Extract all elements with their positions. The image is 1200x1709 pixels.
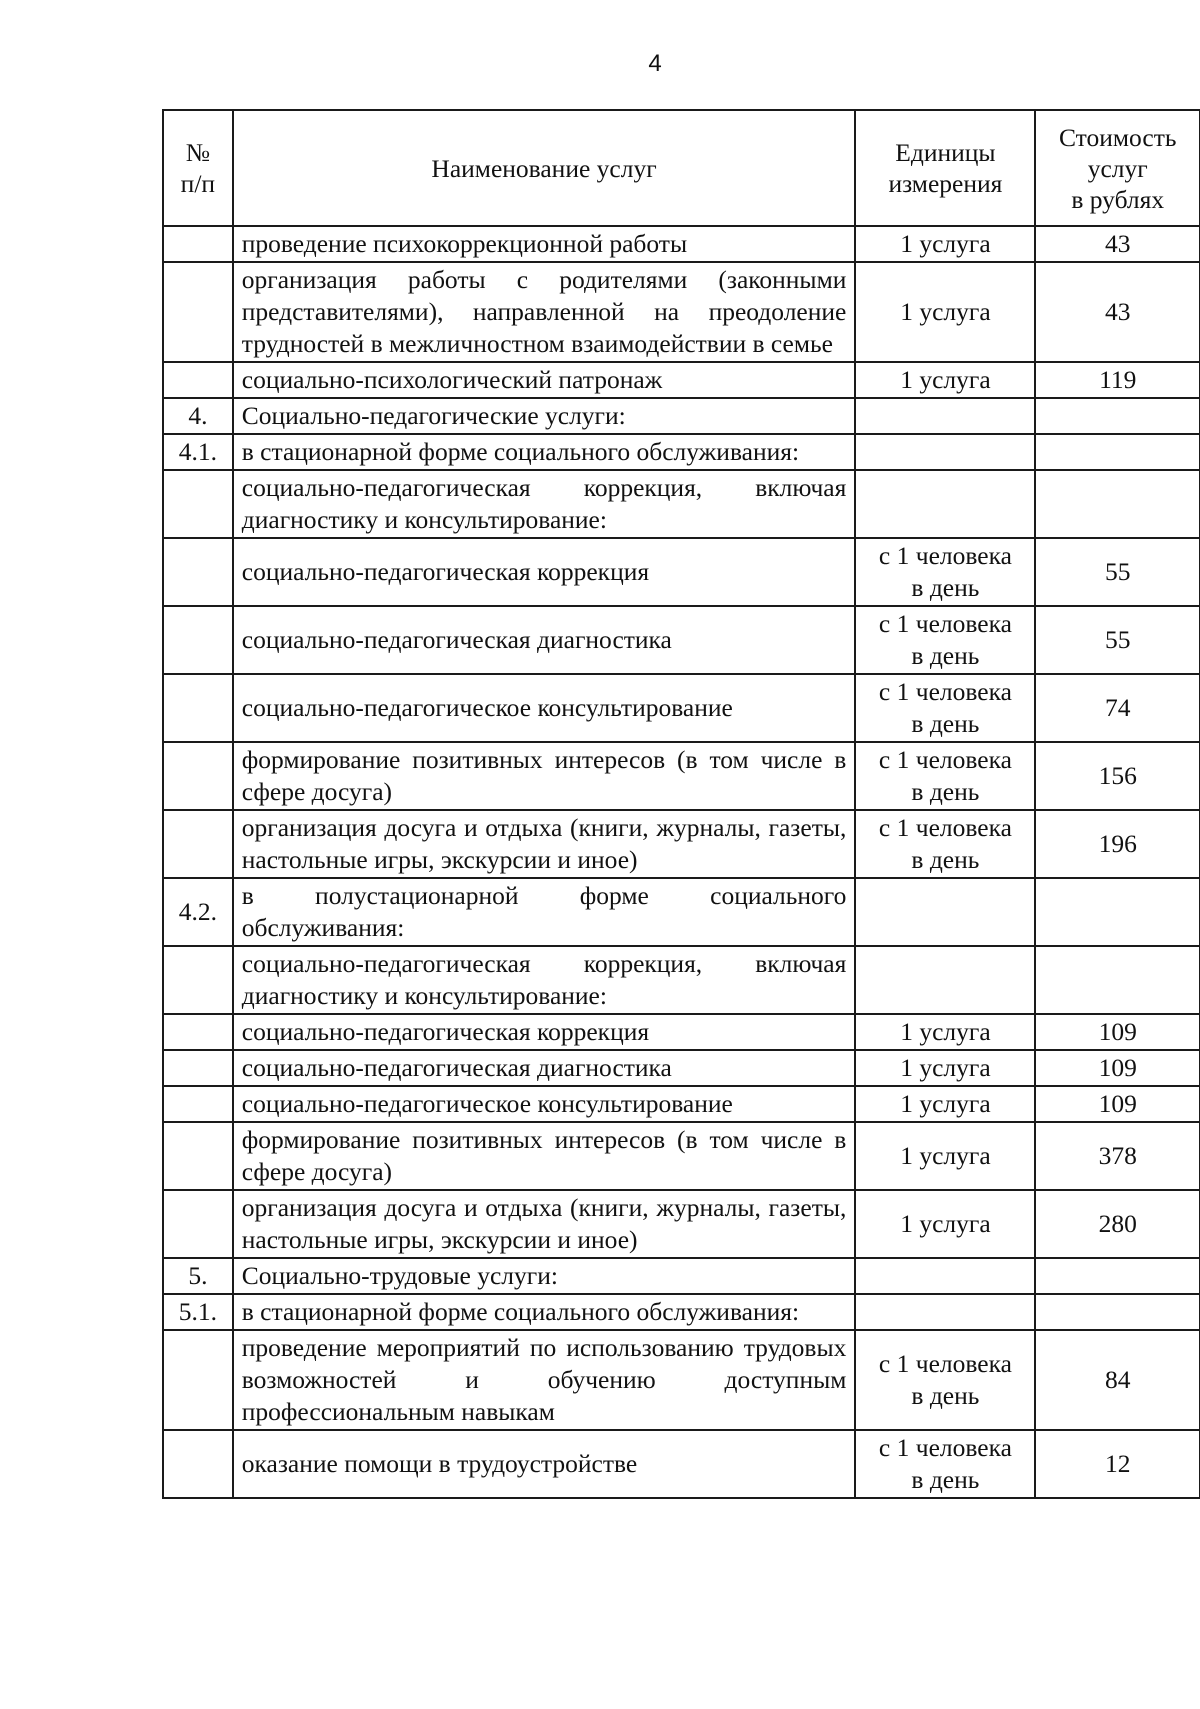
service-name-cell xyxy=(233,1122,856,1190)
service-name-cell-text: формирование позитивных интересов (в том числе в сфере досуга) xyxy=(241,745,847,806)
unit-cell xyxy=(855,742,1035,810)
service-name-cell-text: социально-психологический патронаж xyxy=(241,365,663,394)
service-name-cell-text: социально-педагогическая диагностика xyxy=(241,625,672,654)
table-row xyxy=(163,538,1200,606)
unit-cell xyxy=(855,538,1035,606)
row-number-cell xyxy=(163,262,233,362)
service-name-cell-text: оказание помощи в трудоустройстве xyxy=(241,1449,638,1478)
cost-cell xyxy=(1035,1330,1200,1430)
service-name-cell xyxy=(233,1014,856,1050)
unit-cell-text: 1 услуга xyxy=(900,365,991,394)
unit-cell xyxy=(855,434,1035,470)
header-service-name-text: Наименование услуг xyxy=(431,153,657,183)
cost-cell xyxy=(1035,1014,1200,1050)
table-row xyxy=(163,1190,1200,1258)
row-number-cell-text: 4. xyxy=(188,401,208,430)
table-row xyxy=(163,946,1200,1014)
service-name-cell xyxy=(233,1330,856,1430)
unit-cell xyxy=(855,674,1035,742)
row-number-cell xyxy=(163,606,233,674)
cost-cell xyxy=(1035,538,1200,606)
row-number-cell xyxy=(163,434,233,470)
row-number-cell xyxy=(163,362,233,398)
table-row xyxy=(163,434,1200,470)
unit-cell xyxy=(855,606,1035,674)
service-name-cell-text: социально-педагогическая коррекция, включая диагностику и консультирование: xyxy=(241,949,847,1010)
unit-cell xyxy=(855,470,1035,538)
table-row xyxy=(163,742,1200,810)
cost-cell xyxy=(1035,1430,1200,1498)
cost-cell xyxy=(1035,362,1200,398)
unit-cell-text: 1 услуга xyxy=(900,1209,991,1238)
cost-cell-text: 119 xyxy=(1099,365,1137,394)
cost-cell-text: 280 xyxy=(1098,1209,1137,1238)
row-number-cell-text: 4.1. xyxy=(178,437,217,466)
service-name-cell xyxy=(233,1190,856,1258)
cost-cell-text: 109 xyxy=(1098,1089,1137,1118)
service-name-cell-text: социально-педагогическое консультирование xyxy=(241,1089,733,1118)
unit-cell-text: 1 услуга xyxy=(900,1017,991,1046)
row-number-cell-text: 5.1. xyxy=(178,1297,217,1326)
cost-cell-text: 109 xyxy=(1098,1053,1137,1082)
cost-cell xyxy=(1035,398,1200,434)
unit-cell xyxy=(855,1014,1035,1050)
row-number-cell xyxy=(163,1190,233,1258)
cost-cell xyxy=(1035,226,1200,262)
table-row xyxy=(163,362,1200,398)
service-name-cell xyxy=(233,1258,856,1294)
service-name-cell xyxy=(233,878,856,946)
table-row xyxy=(163,1430,1200,1498)
row-number-cell xyxy=(163,1330,233,1430)
row-number-cell xyxy=(163,538,233,606)
service-name-cell xyxy=(233,742,856,810)
unit-cell xyxy=(855,398,1035,434)
service-name-cell-text: организация работы с родителями (законными представителями), направленной на преодоление трудностей в межличностном взаимодействии в семье xyxy=(241,265,847,358)
service-name-cell-text: социально-педагогическая коррекция xyxy=(241,557,650,586)
service-name-cell-text: проведение психокоррекционной работы xyxy=(241,229,688,258)
unit-cell-text: с 1 человека в день xyxy=(878,1433,1012,1494)
unit-cell xyxy=(855,810,1035,878)
cost-cell-text: 196 xyxy=(1098,829,1137,858)
cost-cell xyxy=(1035,1294,1200,1330)
service-name-cell xyxy=(233,1294,856,1330)
service-name-cell-text: проведение мероприятий по использованию трудовых возможностей и обучению доступным профессиональным навыкам xyxy=(241,1333,847,1426)
unit-cell-text: с 1 человека в день xyxy=(878,1349,1012,1410)
table-row xyxy=(163,674,1200,742)
cost-cell xyxy=(1035,434,1200,470)
service-name-cell xyxy=(233,810,856,878)
services-price-table xyxy=(162,109,1200,1499)
table-body xyxy=(163,226,1200,1498)
cost-cell xyxy=(1035,470,1200,538)
row-number-cell xyxy=(163,1014,233,1050)
table-row xyxy=(163,262,1200,362)
service-name-cell xyxy=(233,226,856,262)
table-row xyxy=(163,1050,1200,1086)
cost-cell-text: 55 xyxy=(1104,557,1131,586)
row-number-cell xyxy=(163,1086,233,1122)
row-number-cell xyxy=(163,810,233,878)
cost-cell-text: 12 xyxy=(1104,1449,1131,1478)
table-row xyxy=(163,1330,1200,1430)
service-name-cell-text: в полустационарной форме социального обслуживания: xyxy=(241,881,847,942)
unit-cell-text: 1 услуга xyxy=(900,229,991,258)
cost-cell-text: 84 xyxy=(1104,1365,1131,1394)
row-number-cell xyxy=(163,470,233,538)
row-number-cell xyxy=(163,1294,233,1330)
unit-cell-text: с 1 человека в день xyxy=(878,745,1012,806)
table-row xyxy=(163,810,1200,878)
cost-cell xyxy=(1035,742,1200,810)
cost-cell-text: 43 xyxy=(1104,297,1131,326)
header-cost-text: Стоимость услуг в рублях xyxy=(1058,122,1177,214)
header-cost xyxy=(1035,110,1200,226)
service-name-cell xyxy=(233,674,856,742)
row-number-cell xyxy=(163,226,233,262)
service-name-cell xyxy=(233,538,856,606)
cost-cell-text: 43 xyxy=(1104,229,1131,258)
unit-cell xyxy=(855,1086,1035,1122)
row-number-cell-text: 4.2. xyxy=(178,897,217,926)
header-unit-text: Единицы измерения xyxy=(888,138,1003,198)
unit-cell xyxy=(855,878,1035,946)
table-header-row xyxy=(163,110,1200,226)
table-row xyxy=(163,1014,1200,1050)
row-number-cell xyxy=(163,1050,233,1086)
row-number-cell-text: 5. xyxy=(188,1261,208,1290)
row-number-cell xyxy=(163,1258,233,1294)
cost-cell-text: 378 xyxy=(1098,1141,1137,1170)
service-name-cell-text: организация досуга и отдыха (книги, журналы, газеты, настольные игры, экскурсии и иное) xyxy=(241,1193,847,1254)
unit-cell xyxy=(855,1258,1035,1294)
unit-cell xyxy=(855,362,1035,398)
page-number: 4 xyxy=(648,50,662,77)
service-name-cell xyxy=(233,262,856,362)
table-row xyxy=(163,1258,1200,1294)
unit-cell xyxy=(855,1430,1035,1498)
table-row xyxy=(163,470,1200,538)
header-number-text: № п/п xyxy=(180,138,216,198)
table-row xyxy=(163,1294,1200,1330)
table-row xyxy=(163,1086,1200,1122)
unit-cell xyxy=(855,1330,1035,1430)
unit-cell-text: 1 услуга xyxy=(900,1141,991,1170)
cost-cell xyxy=(1035,1086,1200,1122)
service-name-cell xyxy=(233,398,856,434)
cost-cell xyxy=(1035,810,1200,878)
service-name-cell-text: социально-педагогическая коррекция, включая диагностику и консультирование: xyxy=(241,473,847,534)
unit-cell xyxy=(855,262,1035,362)
unit-cell xyxy=(855,1294,1035,1330)
unit-cell-text: с 1 человека в день xyxy=(878,609,1012,670)
unit-cell xyxy=(855,946,1035,1014)
table-row xyxy=(163,1122,1200,1190)
unit-cell xyxy=(855,1190,1035,1258)
service-name-cell-text: социально-педагогическая коррекция xyxy=(241,1017,650,1046)
service-name-cell-text: организация досуга и отдыха (книги, журналы, газеты, настольные игры, экскурсии и иное) xyxy=(241,813,847,874)
cost-cell xyxy=(1035,1258,1200,1294)
cost-cell xyxy=(1035,878,1200,946)
cost-cell-text: 109 xyxy=(1098,1017,1137,1046)
service-name-cell xyxy=(233,1050,856,1086)
cost-cell-text: 156 xyxy=(1098,761,1137,790)
table-row xyxy=(163,398,1200,434)
table-row xyxy=(163,606,1200,674)
service-name-cell xyxy=(233,470,856,538)
table-row xyxy=(163,878,1200,946)
unit-cell xyxy=(855,1122,1035,1190)
unit-cell xyxy=(855,1050,1035,1086)
header-number xyxy=(163,110,233,226)
row-number-cell xyxy=(163,1122,233,1190)
row-number-cell xyxy=(163,946,233,1014)
row-number-cell xyxy=(163,878,233,946)
row-number-cell xyxy=(163,398,233,434)
cost-cell xyxy=(1035,1190,1200,1258)
unit-cell-text: 1 услуга xyxy=(900,1089,991,1118)
table-row xyxy=(163,226,1200,262)
service-name-cell-text: социально-педагогическая диагностика xyxy=(241,1053,672,1082)
header-service-name xyxy=(233,110,856,226)
row-number-cell xyxy=(163,1430,233,1498)
unit-cell-text: с 1 человека в день xyxy=(878,677,1012,738)
cost-cell xyxy=(1035,946,1200,1014)
cost-cell-text: 55 xyxy=(1104,625,1131,654)
service-name-cell-text: формирование позитивных интересов (в том числе в сфере досуга) xyxy=(241,1125,847,1186)
unit-cell-text: с 1 человека в день xyxy=(878,813,1012,874)
cost-cell xyxy=(1035,262,1200,362)
service-name-cell xyxy=(233,1086,856,1122)
cost-cell xyxy=(1035,1050,1200,1086)
unit-cell-text: 1 услуга xyxy=(900,297,991,326)
header-unit xyxy=(855,110,1035,226)
cost-cell xyxy=(1035,674,1200,742)
unit-cell-text: 1 услуга xyxy=(900,1053,991,1082)
service-name-cell-text: социально-педагогическое консультирование xyxy=(241,693,733,722)
service-name-cell-text: в стационарной форме социального обслуживания: xyxy=(241,1297,800,1326)
row-number-cell xyxy=(163,674,233,742)
cost-cell-text: 74 xyxy=(1104,693,1131,722)
cost-cell xyxy=(1035,1122,1200,1190)
service-name-cell xyxy=(233,946,856,1014)
service-name-cell xyxy=(233,362,856,398)
service-name-cell xyxy=(233,1430,856,1498)
service-name-cell-text: в стационарной форме социального обслуживания: xyxy=(241,437,800,466)
unit-cell xyxy=(855,226,1035,262)
cost-cell xyxy=(1035,606,1200,674)
service-name-cell-text: Социально-педагогические услуги: xyxy=(241,401,626,430)
unit-cell-text: с 1 человека в день xyxy=(878,541,1012,602)
service-name-cell xyxy=(233,606,856,674)
service-name-cell-text: Социально-трудовые услуги: xyxy=(241,1261,558,1290)
service-name-cell xyxy=(233,434,856,470)
row-number-cell xyxy=(163,742,233,810)
